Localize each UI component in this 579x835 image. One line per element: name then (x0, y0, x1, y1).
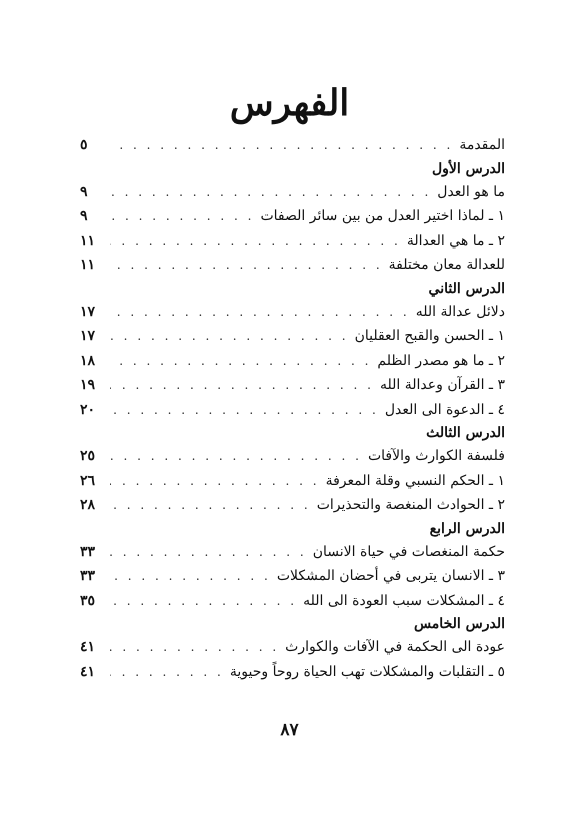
section-heading: الدرس الثاني (428, 280, 505, 297)
toc-entry-page: ١٩ (80, 377, 96, 393)
toc-entry-page: ١٧ (80, 328, 96, 344)
table-of-contents (80, 133, 505, 684)
dot-leader (110, 180, 431, 205)
toc-section-3 (80, 422, 505, 518)
toc-entry (80, 180, 505, 205)
toc-section-2 (80, 278, 505, 423)
dot-leader (110, 229, 401, 254)
toc-entry-label: عودة الى الحكمة في الآفات والكوارث (285, 639, 505, 655)
dot-leader (110, 540, 307, 565)
page-number: ٨٧ (280, 720, 299, 740)
toc-section-5 (80, 613, 505, 684)
dot-leader (110, 300, 410, 325)
toc-entry-page: ١٧ (80, 303, 96, 320)
toc-entry (80, 204, 505, 229)
dot-leader (110, 660, 224, 685)
toc-entry-page: ٢٠ (80, 401, 96, 418)
toc-entry-label: حكمة المنغصات في حياة الانسان (312, 543, 505, 560)
toc-entry-page: ١٨ (80, 352, 96, 369)
section-heading: الدرس الرابع (429, 520, 505, 537)
dot-leader (110, 398, 379, 423)
toc-entry-page: ٩ (80, 183, 88, 200)
toc-entry-label: ٥ ـ التقلبات والمشكلات تهب الحياة روحاً وحيوية (229, 663, 505, 680)
toc-entry-page: ٩ (80, 208, 88, 224)
toc-entry (80, 444, 505, 469)
toc-entry (80, 253, 505, 278)
dot-leader (110, 564, 271, 589)
toc-entry-label: المقدمة (459, 137, 505, 153)
dot-leader (110, 204, 254, 229)
toc-entry (80, 493, 505, 518)
toc-entry-page: ٢٨ (80, 497, 96, 513)
toc-entry-label: ١ ـ الحسن والقبح العقليان (354, 328, 505, 344)
toc-entry (80, 373, 505, 398)
toc-entry-page: ٢٦ (80, 472, 96, 489)
toc-entry-label: فلسفة الكوارث والآفات (367, 448, 505, 464)
toc-entry-page: ١١ (80, 232, 96, 249)
dot-leader (110, 324, 349, 349)
dot-leader (110, 589, 297, 614)
toc-entry-page: ١١ (80, 257, 96, 273)
toc-entry-page: ٣٥ (80, 592, 96, 609)
toc-entry-label: ٤ ـ الدعوة الى العدل (384, 401, 505, 418)
toc-entry (80, 349, 505, 374)
dot-leader (110, 493, 311, 518)
toc-entry-intro (80, 133, 505, 158)
section-heading: الدرس الأول (431, 160, 505, 177)
dot-leader (110, 349, 371, 374)
toc-entry-label: ٤ ـ المشكلات سبب العودة الى الله (303, 592, 505, 609)
toc-entry-label: ١ ـ الحكم النسبي وقلة المعرفة (325, 472, 505, 489)
toc-entry (80, 635, 505, 660)
toc-entry-page: ٥ (80, 137, 88, 153)
toc-entry-label: ٢ ـ ما هي العدالة (406, 232, 505, 249)
toc-entry-label: ٣ ـ الانسان يتربى في أحضان المشكلات (276, 568, 505, 584)
section-heading: الدرس الخامس (413, 616, 505, 632)
dot-leader (110, 469, 320, 494)
toc-entry (80, 469, 505, 494)
toc-entry (80, 300, 505, 325)
toc-entry-label: دلائل عدالة الله (415, 303, 505, 320)
section-heading: الدرس الثالث (426, 425, 505, 441)
toc-entry (80, 540, 505, 565)
toc-entry (80, 398, 505, 423)
toc-entry-label: ٢ ـ ما هو مصدر الظلم (377, 352, 505, 369)
toc-section-1 (80, 158, 505, 278)
toc-entry-page: ٤١ (80, 639, 96, 655)
toc-entry-page: ٣٣ (80, 568, 96, 584)
toc-entry-label: للعدالة معان مختلفة (388, 257, 505, 273)
dot-leader (110, 133, 453, 158)
toc-entry-page: ٢٥ (80, 448, 96, 464)
toc-entry-page: ٣٣ (80, 543, 96, 560)
dot-leader (110, 253, 383, 278)
toc-entry-label: ٣ ـ القرآن وعدالة الله (380, 377, 505, 393)
toc-entry (80, 589, 505, 614)
dot-leader (110, 635, 279, 660)
dot-leader (110, 444, 362, 469)
toc-entry-label: ١ ـ لماذا اختير العدل من بين سائر الصفات (260, 208, 505, 224)
toc-entry (80, 229, 505, 254)
toc-entry-label: ٢ ـ الحوادث المنغصة والتحذيرات (316, 497, 505, 513)
toc-entry-label: ما هو العدل (437, 183, 505, 200)
toc-entry (80, 660, 505, 685)
page-title: الفهرس (229, 82, 350, 124)
toc-entry-page: ٤١ (80, 663, 96, 680)
toc-entry (80, 324, 505, 349)
toc-section-4 (80, 518, 505, 614)
dot-leader (110, 373, 374, 398)
toc-entry (80, 564, 505, 589)
